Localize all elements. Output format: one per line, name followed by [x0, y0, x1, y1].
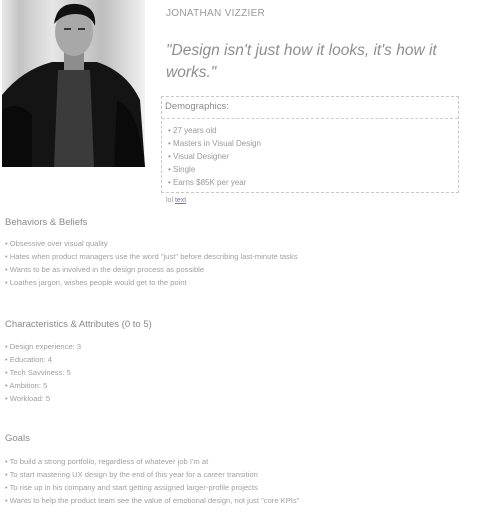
list-item: • Hates when product managers use the word "just" before describing last-minute tasks [5, 251, 298, 261]
persona-name: JONATHAN VIZZIER [166, 8, 266, 19]
list-item: • Earns $85K per year [168, 178, 247, 187]
goals-title: Goals [5, 433, 30, 444]
demographics-box [161, 96, 459, 193]
portrait-photo-icon [2, 0, 145, 167]
behaviors-title: Behaviors & Beliefs [5, 217, 88, 228]
list-item: • Masters in Visual Design [168, 139, 261, 148]
profile-photo [2, 0, 145, 167]
text-link[interactable]: text [174, 197, 187, 204]
link-prefix: lol [166, 197, 174, 204]
list-item: • Loathes jargon, wishes people would get to the point [5, 277, 187, 287]
link-line [166, 197, 186, 204]
list-item: • Wants to be as involved in the design process as possible [5, 264, 205, 274]
demographics-title: Demographics: [165, 101, 229, 112]
behaviors-list [5, 238, 298, 290]
characteristics-list [5, 341, 81, 406]
list-item: • Design experience: 3 [5, 342, 82, 351]
list-item: • Tech Savviness: 5 [5, 367, 71, 377]
list-item: • Ambition: 5 [5, 380, 48, 390]
characteristics-title: Characteristics & Attributes (0 to 5) [5, 319, 152, 330]
list-item: • To rise up in his company and start getting assigned larger-profile projects [5, 482, 258, 492]
list-item: • Workload: 5 [5, 393, 51, 403]
persona-quote: "Design isn't just how it looks, it's how it works." [166, 42, 437, 81]
goals-list [5, 456, 299, 508]
list-item: • 27 years old [168, 126, 217, 135]
list-item: • Wants to help the product team see the value of emotional design, not just "core KPIs" [5, 495, 300, 505]
list-item: • Obsessive over visual quality [5, 239, 108, 248]
list-item: • To start mastering UX design by the end of this year for a career transition [5, 469, 258, 479]
list-item: • Education: 4 [5, 354, 52, 364]
list-item: • Visual Designer [168, 152, 229, 161]
demographics-divider [162, 118, 458, 119]
list-item: • To build a strong portfolio, regardless of whatever job I'm at [5, 457, 209, 466]
list-item: • Single [168, 165, 196, 174]
demographics-list [168, 124, 261, 189]
